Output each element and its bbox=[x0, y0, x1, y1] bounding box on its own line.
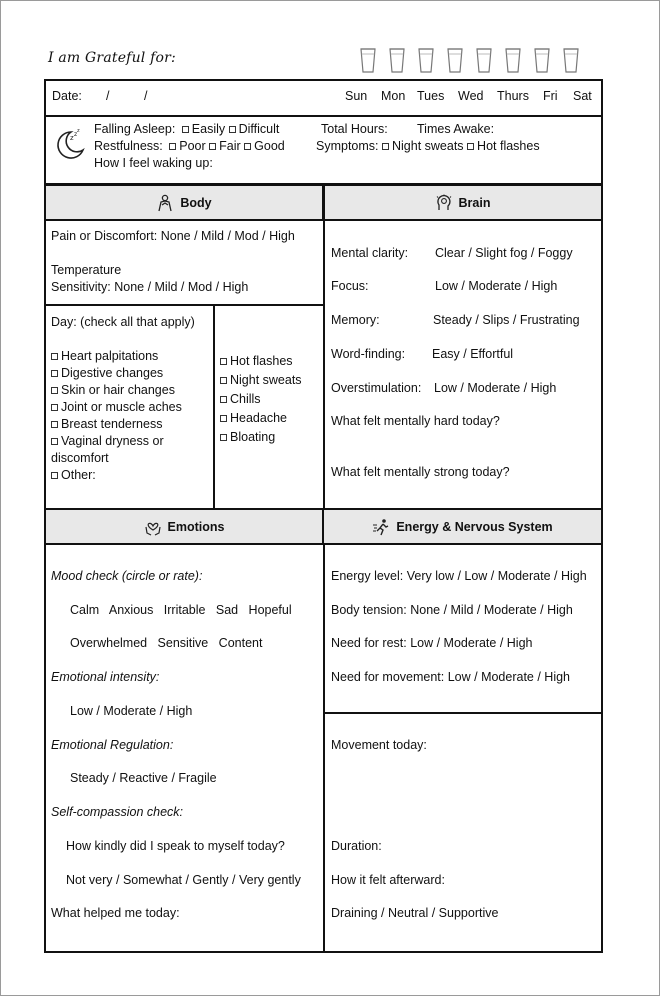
date-slash: / bbox=[144, 89, 148, 103]
symptom-list-left bbox=[51, 348, 182, 484]
symptoms-label: Symptoms: bbox=[316, 139, 379, 153]
option-difficult: Difficult bbox=[238, 122, 280, 136]
waking-label: How I feel waking up: bbox=[94, 156, 213, 170]
checkbox[interactable] bbox=[229, 126, 236, 133]
checkbox[interactable] bbox=[244, 143, 251, 150]
water-glass-icon[interactable] bbox=[504, 46, 522, 74]
temperature-scale: Sensitivity: None / Mild / Mod / High bbox=[51, 280, 249, 294]
list-item[interactable]: Hot flashes bbox=[220, 352, 302, 371]
list-item[interactable]: Joint or muscle aches bbox=[51, 399, 182, 416]
date-label: Date: bbox=[52, 89, 82, 103]
option-poor: Poor bbox=[179, 139, 206, 153]
svg-text:z: z bbox=[77, 128, 80, 134]
running-figure-icon bbox=[372, 518, 390, 536]
checkbox[interactable] bbox=[209, 143, 216, 150]
brain-row-word: Word-finding: bbox=[331, 347, 406, 361]
brain-row-overstim-value: Low / Moderate / High bbox=[434, 381, 557, 395]
water-glass-icon[interactable] bbox=[359, 46, 377, 74]
brain-row-memory-value: Steady / Slips / Frustrating bbox=[433, 313, 580, 327]
mood-options-row2[interactable]: Overwhelmed Sensitive Content bbox=[70, 636, 263, 650]
divider bbox=[46, 304, 324, 306]
compassion-question: How kindly did I speak to myself today? bbox=[66, 839, 285, 853]
brain-row-memory: Memory: bbox=[331, 313, 380, 327]
divider bbox=[324, 712, 601, 714]
day-checklist-label: Day: (check all that apply) bbox=[51, 315, 195, 329]
water-tracker[interactable] bbox=[359, 46, 580, 74]
body-header bbox=[46, 186, 324, 221]
column-divider bbox=[323, 186, 325, 953]
list-item[interactable]: Digestive changes bbox=[51, 365, 182, 382]
brain-row-word-value: Easy / Effortful bbox=[432, 347, 514, 361]
day-thurs[interactable]: Thurs bbox=[497, 89, 529, 103]
list-item[interactable]: Breast tenderness bbox=[51, 416, 182, 433]
symptom-list-right bbox=[220, 352, 302, 447]
checkbox[interactable] bbox=[169, 143, 176, 150]
checkbox[interactable] bbox=[182, 126, 189, 133]
tracker-grid bbox=[44, 184, 603, 953]
brain-header bbox=[324, 186, 601, 221]
water-glass-icon[interactable] bbox=[562, 46, 580, 74]
day-sat[interactable]: Sat bbox=[573, 89, 592, 103]
list-item[interactable]: Night sweats bbox=[220, 371, 302, 390]
body-figure-icon bbox=[156, 194, 174, 212]
day-wed[interactable]: Wed bbox=[458, 89, 484, 103]
energy-level[interactable]: Energy level: Very low / Low / Moderate / High bbox=[331, 569, 587, 583]
falling-asleep-label: Falling Asleep: bbox=[94, 122, 176, 136]
checkbox[interactable] bbox=[467, 143, 474, 150]
water-glass-icon[interactable] bbox=[533, 46, 551, 74]
emotions-title: Emotions bbox=[167, 519, 225, 534]
svg-text:z: z bbox=[74, 131, 78, 138]
compassion-options[interactable]: Not very / Somewhat / Gently / Very gently bbox=[66, 873, 301, 887]
day-mon[interactable]: Mon bbox=[381, 89, 406, 103]
day-fri[interactable]: Fri bbox=[543, 89, 558, 103]
duration-label: Duration: bbox=[331, 839, 382, 853]
need-rest[interactable]: Need for rest: Low / Moderate / High bbox=[331, 636, 533, 650]
intensity-options[interactable]: Low / Moderate / High bbox=[70, 704, 193, 718]
intensity-label: Emotional intensity: bbox=[51, 670, 160, 684]
heart-hands-icon bbox=[144, 518, 162, 536]
regulation-label: Emotional Regulation: bbox=[51, 738, 174, 752]
need-movement[interactable]: Need for movement: Low / Moderate / High bbox=[331, 670, 571, 684]
brain-question-hard: What felt mentally hard today? bbox=[331, 414, 500, 428]
brain-row-clarity: Mental clarity: bbox=[331, 246, 409, 260]
list-item[interactable]: Chills bbox=[220, 390, 302, 409]
water-glass-icon[interactable] bbox=[446, 46, 464, 74]
list-item-other[interactable]: Other: bbox=[51, 467, 182, 484]
sleep-section bbox=[44, 117, 603, 185]
list-item[interactable]: Headache bbox=[220, 409, 302, 428]
day-sun[interactable]: Sun bbox=[345, 89, 368, 103]
list-item[interactable]: Skin or hair changes bbox=[51, 382, 182, 399]
divider bbox=[213, 304, 215, 509]
felt-options[interactable]: Draining / Neutral / Supportive bbox=[331, 906, 499, 920]
brain-row-focus: Focus: bbox=[331, 279, 369, 293]
water-glass-icon[interactable] bbox=[417, 46, 435, 74]
option-fair: Fair bbox=[219, 139, 241, 153]
list-item[interactable]: Heart palpitations bbox=[51, 348, 182, 365]
option-easily: Easily bbox=[191, 122, 226, 136]
moon-sleep-icon bbox=[52, 127, 88, 163]
day-tues[interactable]: Tues bbox=[417, 89, 445, 103]
brain-row-overstim: Overstimulation: bbox=[331, 381, 422, 395]
water-glass-icon[interactable] bbox=[475, 46, 493, 74]
energy-title: Energy & Nervous System bbox=[396, 519, 553, 534]
grateful-label: I am Grateful for: bbox=[48, 50, 176, 66]
checkbox[interactable] bbox=[382, 143, 389, 150]
helped-label: What helped me today: bbox=[51, 906, 180, 920]
brain-row-clarity-value: Clear / Slight fog / Foggy bbox=[435, 246, 573, 260]
energy-header bbox=[324, 510, 601, 545]
brain-head-icon bbox=[435, 194, 453, 212]
list-item[interactable]: Bloating bbox=[220, 428, 302, 447]
regulation-options[interactable]: Steady / Reactive / Fragile bbox=[70, 771, 217, 785]
date-slash: / bbox=[106, 89, 110, 103]
mood-options-row1[interactable]: Calm Anxious Irritable Sad Hopeful bbox=[70, 603, 292, 617]
brain-title: Brain bbox=[458, 195, 491, 210]
mood-label: Mood check (circle or rate): bbox=[51, 569, 203, 583]
restfulness-label: Restfulness: bbox=[94, 139, 163, 153]
brain-question-strong: What felt mentally strong today? bbox=[331, 465, 510, 479]
option-good: Good bbox=[254, 139, 285, 153]
emotions-header bbox=[46, 510, 324, 545]
temperature-label: Temperature bbox=[51, 263, 122, 277]
date-row bbox=[44, 79, 603, 117]
body-title: Body bbox=[180, 195, 212, 210]
felt-afterward: How it felt afterward: bbox=[331, 873, 445, 887]
list-item[interactable]: Vaginal dryness or bbox=[51, 433, 182, 450]
brain-row-focus-value: Low / Moderate / High bbox=[435, 279, 558, 293]
option-night-sweats: Night sweats bbox=[392, 139, 464, 153]
body-tension[interactable]: Body tension: None / Mild / Moderate / High bbox=[331, 603, 573, 617]
water-glass-icon[interactable] bbox=[388, 46, 406, 74]
option-hot-flashes: Hot flashes bbox=[477, 139, 540, 153]
svg-text:z: z bbox=[70, 134, 74, 142]
movement-today: Movement today: bbox=[331, 738, 427, 752]
total-hours-label: Total Hours: bbox=[321, 122, 388, 136]
times-awake-label: Times Awake: bbox=[417, 122, 495, 136]
pain-scale: Pain or Discomfort: None / Mild / Mod / High bbox=[51, 229, 295, 243]
compassion-label: Self-compassion check: bbox=[51, 805, 184, 819]
list-item-continued: discomfort bbox=[51, 451, 109, 465]
